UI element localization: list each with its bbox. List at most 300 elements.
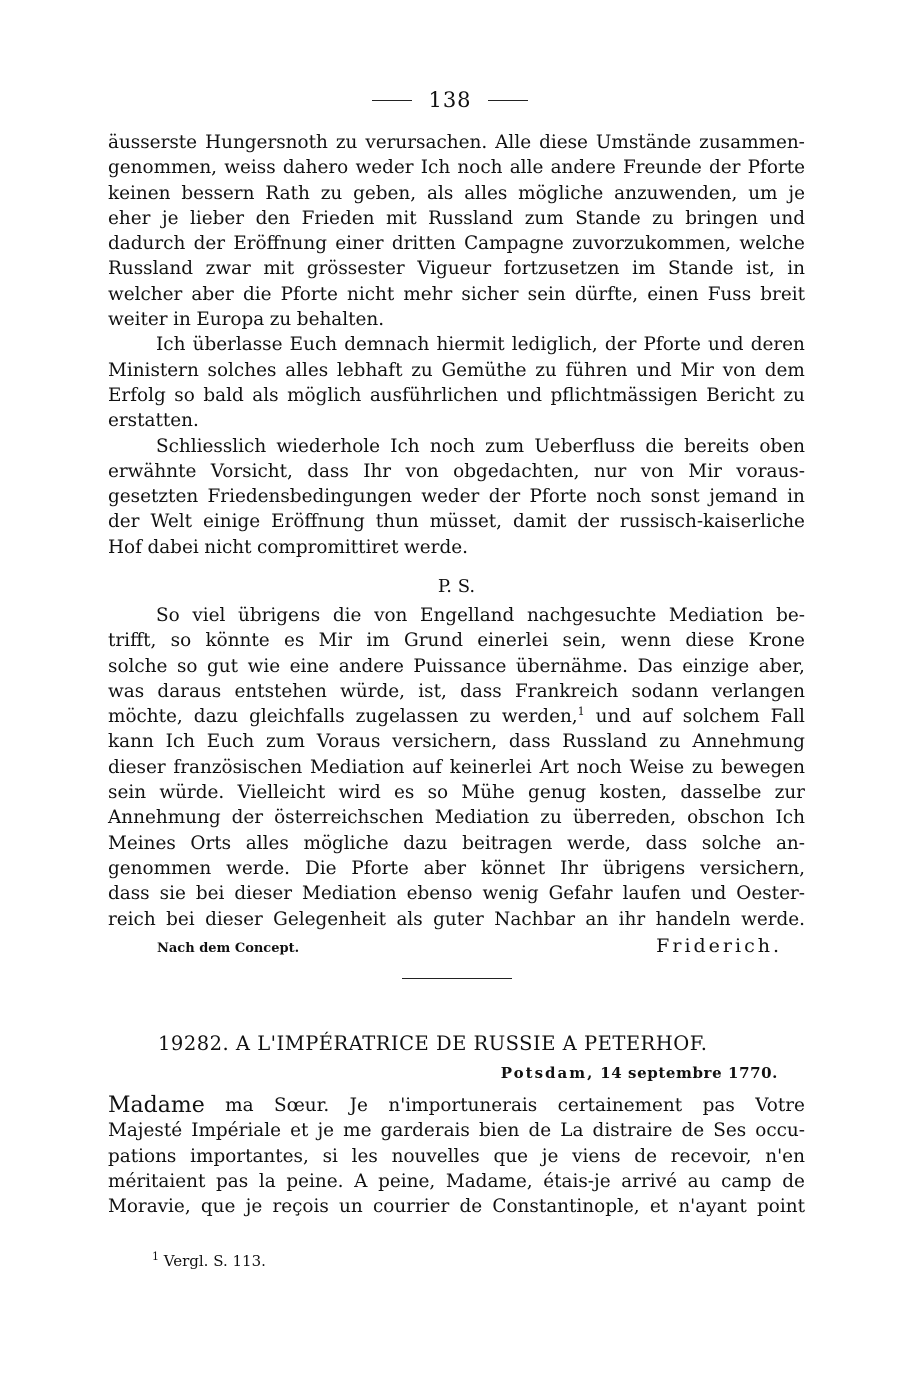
word: sie — [159, 883, 186, 905]
word: solches — [207, 359, 277, 381]
word: den — [255, 207, 291, 229]
word: certainement — [557, 1095, 683, 1116]
word: österreichschen — [274, 807, 424, 829]
word: erstatten. — [108, 410, 199, 432]
word: eher — [108, 207, 151, 229]
word: les — [351, 1145, 378, 1167]
word: könnet — [480, 857, 546, 879]
word: Weise — [629, 756, 685, 778]
word: recevoir, — [670, 1145, 752, 1167]
word: Gelegenheit — [273, 908, 387, 930]
word: me — [343, 1120, 372, 1142]
word: ist, — [418, 680, 447, 702]
word: Russland — [108, 258, 194, 280]
word: wenn — [620, 630, 672, 652]
word: Annehmung — [692, 731, 805, 753]
word: Rath — [265, 182, 310, 204]
word: obschon — [687, 807, 765, 829]
word: zu — [469, 706, 491, 728]
word: mit — [385, 207, 417, 229]
word: zur — [774, 782, 805, 804]
word: guter — [433, 908, 484, 930]
letter-body-line — [108, 1169, 805, 1194]
word: der — [577, 511, 609, 533]
word: von — [374, 605, 408, 626]
word: handeln — [655, 908, 731, 930]
word: occu- — [755, 1120, 805, 1142]
word: Grund — [404, 630, 463, 652]
word: überlasse — [192, 334, 283, 356]
word: wie — [247, 655, 281, 677]
word: und — [769, 207, 805, 229]
word: be- — [776, 605, 805, 626]
word: Vigueur — [417, 258, 492, 280]
word: lebhaft — [336, 359, 403, 381]
word: zu — [659, 731, 681, 753]
continuation-line — [108, 256, 805, 281]
word: als — [252, 384, 279, 406]
word: méritaient — [108, 1170, 206, 1192]
word: Stande — [575, 207, 641, 229]
word: viens — [572, 1145, 621, 1167]
word: einerlei — [477, 630, 549, 652]
word: reich — [108, 908, 156, 930]
word: Ich — [390, 435, 420, 457]
word: sonst — [650, 486, 700, 508]
footnote — [152, 1252, 266, 1270]
word: werde. — [404, 536, 468, 558]
letter-dateline — [501, 1064, 778, 1082]
word: Europa — [196, 309, 265, 331]
word: Pforte — [529, 486, 587, 508]
word: so — [427, 782, 449, 804]
word: eine — [289, 655, 330, 677]
word: pations — [108, 1145, 177, 1167]
postscript-line — [108, 780, 805, 805]
postscript-line — [108, 603, 805, 628]
word: un — [339, 1196, 363, 1218]
word: weder — [421, 486, 480, 508]
word: Russland — [562, 731, 648, 753]
word: mögliche — [303, 832, 389, 854]
continuation-line — [108, 358, 805, 383]
word: zuvorzukommen, — [572, 233, 732, 255]
word: Madame — [108, 1093, 205, 1118]
word: que — [493, 1145, 529, 1167]
word: bei — [166, 908, 195, 930]
word: de — [634, 1145, 657, 1167]
word: solche — [701, 832, 762, 854]
word: Die — [304, 857, 337, 879]
word: diese — [539, 132, 588, 153]
word: möglich — [287, 384, 362, 406]
word: n'en — [765, 1145, 805, 1167]
word: Mediation — [434, 807, 530, 829]
word: demnach — [344, 334, 430, 356]
word: Das — [637, 655, 673, 677]
word: nouvelles — [391, 1145, 480, 1167]
header-dash-left — [372, 100, 412, 101]
word: Euch — [289, 334, 338, 356]
postscript-line — [108, 755, 805, 780]
postscript-line — [108, 679, 805, 704]
word: Annehmung — [108, 807, 221, 829]
word: A — [354, 1170, 368, 1192]
word: noch — [596, 486, 642, 508]
word: im — [366, 630, 390, 652]
word: pas — [216, 1170, 249, 1192]
word: Madame, — [445, 1170, 533, 1192]
word: könnte — [205, 630, 270, 652]
word: übrigens — [238, 605, 321, 626]
word: au — [687, 1170, 711, 1192]
letter-place: Potsdam, — [500, 1064, 595, 1082]
postscript-line — [108, 729, 805, 754]
word: in — [173, 309, 191, 331]
word: zum — [485, 435, 525, 457]
word: kann — [108, 731, 154, 753]
page-number: 138 — [428, 88, 472, 112]
word: um — [748, 182, 778, 204]
word: so — [176, 655, 198, 677]
word: gut — [207, 655, 239, 677]
word: es — [394, 782, 415, 804]
word: und — [636, 359, 672, 381]
word: n'ayant — [678, 1196, 747, 1218]
continuation-line — [108, 181, 805, 206]
word: Voraus — [316, 731, 381, 753]
word: zugelassen — [355, 706, 459, 728]
letter-title: 19282. A L'IMPÉRATRICE DE RUSSIE A PETERHOF. — [158, 1032, 708, 1055]
word: einer — [335, 233, 384, 255]
word: äusserste — [108, 132, 198, 153]
word: müsset, — [429, 511, 502, 533]
word: entstehen — [234, 680, 327, 702]
word: Gefahr — [548, 883, 613, 905]
word: arrivé — [621, 1170, 677, 1192]
word: Ses — [713, 1120, 747, 1142]
word: zum — [265, 731, 305, 753]
word: alle — [509, 157, 544, 179]
word: anzuwenden, — [614, 182, 738, 204]
word: in — [787, 486, 805, 508]
word: einzige — [682, 655, 750, 677]
word: noch — [576, 756, 622, 778]
postscript-line — [108, 654, 805, 679]
word: geben, — [353, 182, 417, 204]
word: Nachbar — [494, 908, 575, 930]
word: peine. — [286, 1170, 344, 1192]
continuation-line — [108, 459, 805, 484]
word: was — [108, 680, 145, 702]
word: Alle — [495, 132, 532, 153]
word: dürfte, — [574, 283, 639, 305]
continuation-line — [108, 155, 805, 180]
word: genug — [528, 782, 587, 804]
word: courrier — [372, 1196, 450, 1218]
header-dash-right — [488, 100, 528, 101]
word: mehr — [403, 283, 453, 305]
word: fortzusetzen — [503, 258, 620, 280]
word: noch — [457, 157, 503, 179]
word: Mir — [688, 460, 722, 482]
word: es — [283, 630, 305, 652]
letter-date: 14 septembre 1770. — [600, 1064, 778, 1082]
word: genommen, — [108, 157, 218, 179]
word: einen — [647, 283, 699, 305]
word: que — [200, 1196, 236, 1218]
word: an- — [775, 832, 805, 854]
word: nicht — [204, 536, 252, 558]
word: möchte, — [108, 706, 183, 728]
footnote-reference[interactable]: 1 — [577, 705, 585, 719]
word: laufen — [622, 883, 681, 905]
word: ihr — [618, 908, 646, 930]
word: point — [757, 1196, 805, 1218]
word: bessern — [181, 182, 255, 204]
word: Ich — [775, 807, 805, 829]
word: si — [322, 1145, 338, 1167]
continuation-line — [108, 332, 805, 357]
word: Engelland — [420, 605, 515, 626]
word: mögliche — [518, 182, 604, 204]
word: Erfolg — [108, 384, 166, 406]
word: in — [787, 258, 805, 280]
word: zu — [652, 207, 674, 229]
word: Frankreich — [515, 680, 619, 702]
word: weder — [355, 157, 414, 179]
word: zu — [691, 756, 714, 778]
word: andere — [338, 655, 404, 677]
word: zusammen- — [699, 132, 805, 153]
word: Impériale — [191, 1120, 281, 1142]
word: dass — [108, 883, 150, 905]
word: la — [258, 1170, 276, 1192]
word: keinerlei — [449, 756, 532, 778]
word: Constantinople, — [492, 1196, 640, 1218]
word: zu — [535, 359, 557, 381]
word: dass — [307, 460, 349, 482]
word: Mir — [318, 630, 353, 652]
word: Mediation — [310, 756, 405, 778]
word: distraire — [592, 1120, 673, 1142]
word: werde. — [226, 857, 291, 879]
word: zu — [335, 132, 358, 153]
word: gleichfalls — [249, 706, 345, 728]
word: der — [708, 157, 741, 179]
word: je — [245, 1196, 263, 1218]
word: compromittiret — [257, 536, 399, 558]
word: sein, — [562, 630, 607, 652]
word: Frieden — [301, 207, 375, 229]
word: jemand — [709, 486, 778, 508]
word: dazu — [403, 832, 448, 854]
word: Sœur. — [273, 1095, 330, 1116]
word: zu — [269, 309, 292, 331]
letter-body-line — [108, 1194, 805, 1219]
word: auf — [642, 706, 672, 728]
word: Eröffnung — [271, 511, 365, 533]
word: Art — [539, 756, 569, 778]
word: Vielleicht — [237, 782, 326, 804]
footnote-marker: 1 — [152, 1250, 159, 1263]
word: daraus — [157, 680, 222, 702]
word: andere — [550, 157, 616, 179]
word: Puissance — [413, 655, 507, 677]
word: zum — [524, 207, 564, 229]
continuation-line — [108, 206, 805, 231]
postscript-line — [108, 805, 805, 830]
word: ist, — [746, 258, 775, 280]
word: der — [604, 334, 637, 356]
word: deren — [750, 334, 805, 356]
letter-body-line — [108, 1118, 805, 1143]
word: übrigens — [602, 857, 686, 879]
word: viel — [192, 605, 226, 626]
word: camp — [721, 1170, 772, 1192]
word: erwähnte — [108, 460, 197, 482]
word: würde. — [159, 782, 225, 804]
word: der — [488, 486, 521, 508]
word: Mir — [680, 359, 714, 381]
word: hiermit — [436, 334, 505, 356]
word: Bericht — [706, 384, 775, 406]
continuation-line — [108, 130, 805, 155]
word: garderais — [380, 1120, 470, 1142]
word: je — [541, 1145, 559, 1167]
word: étais-je — [543, 1170, 611, 1192]
word: verursachen. — [365, 132, 488, 153]
word: wenig — [482, 883, 539, 905]
word: dass — [508, 731, 551, 753]
word: ma — [225, 1095, 254, 1116]
word: von — [640, 460, 675, 482]
word: der — [231, 807, 264, 829]
word: auf — [412, 756, 442, 778]
word: genommen — [108, 857, 212, 879]
word: bereits — [684, 435, 750, 457]
word: Hungersnoth — [205, 132, 328, 153]
word: die — [332, 605, 362, 626]
word: Fuss — [707, 283, 752, 305]
word: bei — [195, 883, 225, 905]
word: Ministern — [108, 359, 199, 381]
word: trifft, — [108, 630, 157, 652]
word: sein — [527, 283, 566, 305]
word: der — [193, 233, 226, 255]
word: Ihr — [363, 460, 392, 482]
word: und — [690, 883, 727, 905]
word: Ueberfluss — [534, 435, 636, 457]
word: nicht — [347, 283, 395, 305]
postscript-line — [108, 907, 805, 932]
word: zu — [320, 182, 343, 204]
word: Oester- — [736, 883, 805, 905]
continuation-line — [108, 509, 805, 534]
word: bien — [478, 1120, 520, 1142]
word: bringen — [685, 207, 758, 229]
word: zu — [783, 384, 805, 406]
word: Freunde — [622, 157, 702, 179]
word: werde. — [741, 908, 805, 930]
word: an — [585, 908, 609, 930]
word: Moravie, — [108, 1196, 191, 1218]
word: peine, — [378, 1170, 436, 1192]
word: französischen — [173, 756, 303, 778]
word: versichern, — [392, 731, 498, 753]
word: von — [405, 460, 439, 482]
word: zu — [540, 807, 562, 829]
word: werde, — [567, 832, 631, 854]
word: solche — [108, 655, 168, 677]
word: reçois — [272, 1196, 329, 1218]
word: sodann — [631, 680, 699, 702]
word: Je — [349, 1095, 368, 1116]
word: je — [317, 1120, 335, 1142]
word: als — [427, 182, 454, 204]
word: pas — [702, 1095, 735, 1116]
word: bewegen — [721, 756, 805, 778]
postscript-heading-row — [108, 574, 805, 599]
word: gesetzten — [108, 486, 199, 508]
word: Pforte — [643, 334, 701, 356]
word: dem — [764, 359, 805, 381]
word: Ich — [156, 334, 186, 356]
word: Schliesslich — [156, 435, 267, 457]
word: von — [722, 359, 756, 381]
word: mit — [263, 258, 295, 280]
word: Welt — [150, 511, 192, 533]
word: alles — [464, 182, 508, 204]
postscript-line — [108, 831, 805, 856]
word: bald — [203, 384, 244, 406]
word: wird — [338, 782, 381, 804]
postscript-line — [108, 856, 805, 881]
word: dabei — [147, 536, 199, 558]
word: die — [645, 435, 674, 457]
word: je — [788, 182, 805, 204]
word: dieser — [234, 883, 293, 905]
word: zwar — [205, 258, 251, 280]
word: sein — [108, 782, 147, 804]
word: welche — [739, 233, 805, 255]
word: dasselbe — [680, 782, 762, 804]
word: Fall — [770, 706, 805, 728]
postscript-heading: P. S. — [437, 576, 476, 597]
letter-body-line — [108, 1144, 805, 1169]
word: n'importunerais — [388, 1095, 538, 1116]
word: dahero — [282, 157, 349, 179]
word: als — [396, 908, 423, 930]
word: Ich — [420, 157, 451, 179]
word: et — [290, 1120, 309, 1142]
word: Pforte — [280, 283, 338, 305]
word: weiter — [108, 309, 168, 331]
word: dazu — [193, 706, 239, 728]
word: beitragen — [462, 832, 553, 854]
word: oben — [759, 435, 805, 457]
word: Vorsicht, — [210, 460, 293, 482]
word: Krone — [748, 630, 805, 652]
word: alles — [285, 359, 329, 381]
word: behalten. — [296, 309, 385, 331]
continuation-line — [108, 434, 805, 459]
word: zu — [411, 359, 433, 381]
signature: Friderich. — [656, 935, 782, 957]
continuation-line — [108, 535, 805, 560]
word: aber — [423, 857, 467, 879]
word: lieber — [190, 207, 245, 229]
